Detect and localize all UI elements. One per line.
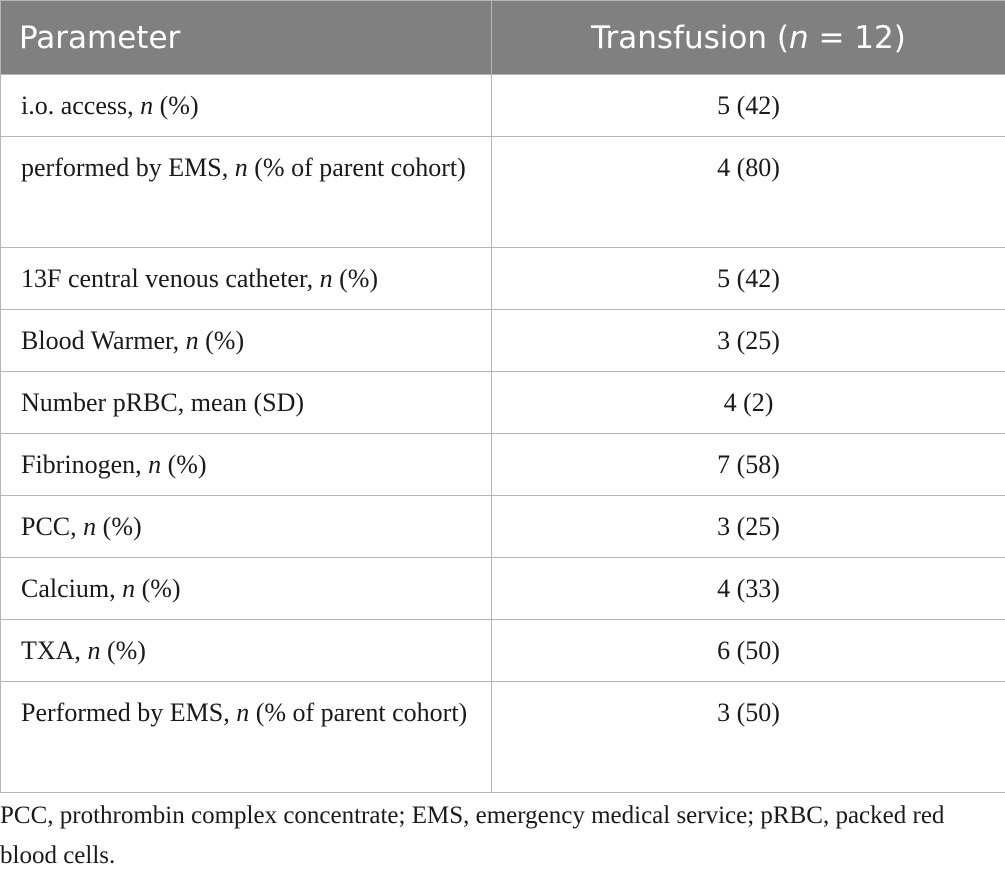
parameter-n-symbol: n <box>140 91 154 120</box>
parameter-suffix: (% of parent cohort) <box>249 698 468 727</box>
table-row <box>1 310 1005 372</box>
row-value: 5 (42) <box>492 248 1005 310</box>
table-row <box>1 620 1005 682</box>
row-value: 4 (2) <box>492 372 1005 434</box>
parameter-label: performed by EMS, <box>21 153 235 182</box>
row-value: 4 (80) <box>492 137 1005 248</box>
table-footnote: PCC, prothrombin complex concentrate; EMS, emergency medical service; pRBC, packed red blood cells. <box>0 802 945 869</box>
parameter-suffix: (%) <box>161 450 207 479</box>
row-parameter <box>1 75 492 137</box>
parameter-suffix: (%) <box>153 91 199 120</box>
row-value: 5 (42) <box>492 75 1005 137</box>
header-transfusion-prefix: Transfusion ( <box>591 19 789 56</box>
row-value: 3 (50) <box>492 682 1005 793</box>
parameter-suffix: (% of parent cohort) <box>247 153 466 182</box>
header-parameter: Parameter <box>1 1 492 75</box>
table-row <box>1 372 1005 434</box>
parameter-n-symbol: n <box>234 153 248 182</box>
table-row <box>1 682 1005 793</box>
header-row <box>1 1 1005 75</box>
table-row <box>1 137 1005 248</box>
parameter-n-symbol: n <box>185 326 199 355</box>
table-header <box>1 1 1005 75</box>
row-value: 7 (58) <box>492 434 1005 496</box>
header-n-symbol: n <box>788 19 809 56</box>
table-row <box>1 248 1005 310</box>
parameter-n-symbol: n <box>319 264 333 293</box>
row-parameter <box>1 310 492 372</box>
parameter-suffix: (%) <box>100 636 146 665</box>
parameter-label: Calcium, <box>21 574 123 603</box>
row-parameter <box>1 248 492 310</box>
parameter-n-symbol: n <box>148 450 162 479</box>
row-parameter <box>1 372 492 434</box>
parameter-label: 13F central venous catheter, <box>21 264 320 293</box>
parameter-n-symbol: n <box>236 698 250 727</box>
parameter-label: i.o. access, <box>21 91 141 120</box>
row-parameter <box>1 434 492 496</box>
parameter-suffix: (%) <box>135 574 181 603</box>
row-value: 4 (33) <box>492 558 1005 620</box>
row-parameter <box>1 682 492 793</box>
header-transfusion-suffix: = 12) <box>808 19 906 56</box>
parameter-label: Blood Warmer, <box>21 326 186 355</box>
row-parameter <box>1 620 492 682</box>
parameter-label: Number pRBC, mean (SD) <box>21 388 305 417</box>
parameter-label: Performed by EMS, <box>21 698 237 727</box>
row-value: 3 (25) <box>492 496 1005 558</box>
parameter-n-symbol: n <box>83 512 97 541</box>
parameter-n-symbol: n <box>87 636 101 665</box>
parameter-suffix: (%) <box>332 264 379 293</box>
table-row <box>1 558 1005 620</box>
row-value: 6 (50) <box>492 620 1005 682</box>
parameter-label: Fibrinogen, <box>21 450 149 479</box>
table-row <box>1 75 1005 137</box>
table-body <box>1 75 1005 793</box>
table-row <box>1 496 1005 558</box>
header-transfusion <box>492 1 1005 75</box>
row-parameter <box>1 496 492 558</box>
parameter-n-symbol: n <box>122 574 136 603</box>
row-value: 3 (25) <box>492 310 1005 372</box>
row-parameter <box>1 137 492 248</box>
row-parameter <box>1 558 492 620</box>
parameter-label: PCC, <box>21 512 84 541</box>
parameter-suffix: (%) <box>198 326 245 355</box>
parameter-label: TXA, <box>21 636 88 665</box>
table-row <box>1 434 1005 496</box>
parameter-suffix: (%) <box>96 512 142 541</box>
